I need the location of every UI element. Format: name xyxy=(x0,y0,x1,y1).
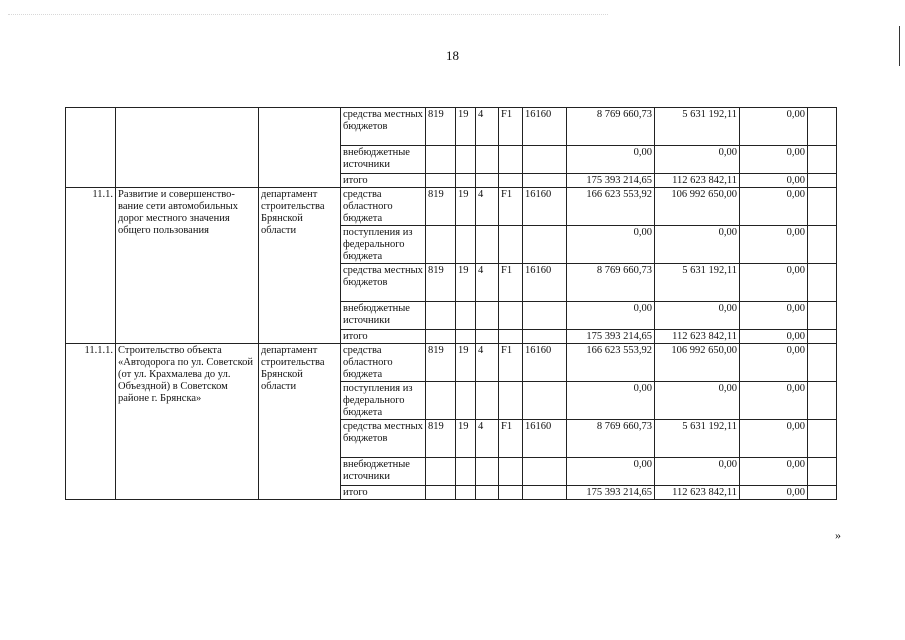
budget-code-cell xyxy=(456,382,476,420)
table-row xyxy=(66,108,837,146)
budget-code-cell: 16160 xyxy=(523,264,567,302)
amount-cell-2: 0,00 xyxy=(655,382,740,420)
funding-source-cell: итого xyxy=(341,174,426,188)
amount-cell-3: 0,00 xyxy=(740,302,808,330)
empty-trailing-cell xyxy=(808,382,837,420)
amount-cell-1: 0,00 xyxy=(567,226,655,264)
budget-code-cell: 19 xyxy=(456,108,476,146)
index-cell xyxy=(66,108,116,188)
budget-code-cell xyxy=(476,146,499,174)
budget-code-cell xyxy=(476,382,499,420)
budget-code-cell xyxy=(499,146,523,174)
budget-code-cell: F1 xyxy=(499,344,523,382)
amount-cell-3: 0,00 xyxy=(740,486,808,500)
budget-code-cell xyxy=(426,174,456,188)
budget-code-cell xyxy=(456,146,476,174)
budget-code-cell: 4 xyxy=(476,344,499,382)
amount-cell-1: 175 393 214,65 xyxy=(567,486,655,500)
empty-trailing-cell xyxy=(808,486,837,500)
amount-cell-2: 106 992 650,00 xyxy=(655,188,740,226)
amount-cell-3: 0,00 xyxy=(740,330,808,344)
amount-cell-2: 106 992 650,00 xyxy=(655,344,740,382)
budget-code-cell xyxy=(499,226,523,264)
budget-code-cell xyxy=(456,302,476,330)
executor-cell xyxy=(259,108,341,188)
amount-cell-3: 0,00 xyxy=(740,382,808,420)
budget-code-cell: F1 xyxy=(499,108,523,146)
budget-code-cell xyxy=(476,330,499,344)
funding-source-cell: внебюджетные источники xyxy=(341,458,426,486)
budget-code-cell xyxy=(523,382,567,420)
amount-cell-3: 0,00 xyxy=(740,108,808,146)
budget-code-cell: 4 xyxy=(476,108,499,146)
amount-cell-1: 0,00 xyxy=(567,146,655,174)
item-index-cell: 11.1. xyxy=(66,188,116,344)
amount-cell-1: 0,00 xyxy=(567,458,655,486)
amount-cell-3: 0,00 xyxy=(740,264,808,302)
empty-trailing-cell xyxy=(808,108,837,146)
budget-code-cell xyxy=(426,146,456,174)
executor-cell: департамент строительства Брянской области xyxy=(259,344,341,500)
budget-code-cell xyxy=(523,226,567,264)
funding-source-cell: поступления из федерального бюджета xyxy=(341,382,426,420)
budget-code-cell xyxy=(499,174,523,188)
budget-code-cell xyxy=(426,382,456,420)
amount-cell-1: 175 393 214,65 xyxy=(567,330,655,344)
budget-code-cell xyxy=(499,382,523,420)
funding-source-cell: средства областного бюджета xyxy=(341,188,426,226)
budget-code-cell: 19 xyxy=(456,344,476,382)
budget-code-cell xyxy=(499,486,523,500)
empty-trailing-cell xyxy=(808,302,837,330)
budget-code-cell xyxy=(523,146,567,174)
funding-source-cell: поступления из федерального бюджета xyxy=(341,226,426,264)
funding-source-cell: внебюджетные источники xyxy=(341,302,426,330)
empty-trailing-cell xyxy=(808,146,837,174)
budget-code-cell xyxy=(426,458,456,486)
budget-code-cell: 16160 xyxy=(523,108,567,146)
empty-trailing-cell xyxy=(808,188,837,226)
funding-source-cell: итого xyxy=(341,486,426,500)
scan-artifact-line xyxy=(8,14,608,19)
item-title-cell: Строительство объекта «Автодорога по ул. Советской (от ул. Крахмалева до ул. Объездной) в Советском районе г. Брянска» xyxy=(116,344,259,500)
budget-code-cell xyxy=(476,226,499,264)
budget-code-cell xyxy=(523,330,567,344)
budget-code-cell xyxy=(456,226,476,264)
budget-code-cell: 4 xyxy=(476,264,499,302)
funding-source-cell: средства местных бюджетов xyxy=(341,420,426,458)
amount-cell-3: 0,00 xyxy=(740,174,808,188)
table-row xyxy=(66,188,837,226)
amount-cell-1: 166 623 553,92 xyxy=(567,188,655,226)
amount-cell-3: 0,00 xyxy=(740,226,808,264)
budget-code-cell xyxy=(426,486,456,500)
executor-cell: департамент строительства Брянской области xyxy=(259,188,341,344)
amount-cell-3: 0,00 xyxy=(740,420,808,458)
budget-code-cell: 819 xyxy=(426,344,456,382)
budget-code-cell xyxy=(499,330,523,344)
title-cell xyxy=(116,108,259,188)
empty-trailing-cell xyxy=(808,344,837,382)
budget-code-cell xyxy=(456,330,476,344)
amount-cell-3: 0,00 xyxy=(740,188,808,226)
funding-source-cell: средства местных бюджетов xyxy=(341,264,426,302)
budget-code-cell: 819 xyxy=(426,188,456,226)
budget-table-body xyxy=(66,108,837,500)
budget-code-cell: 16160 xyxy=(523,420,567,458)
budget-code-cell xyxy=(426,226,456,264)
budget-code-cell: F1 xyxy=(499,188,523,226)
amount-cell-2: 5 631 192,11 xyxy=(655,108,740,146)
amount-cell-2: 112 623 842,11 xyxy=(655,174,740,188)
budget-code-cell xyxy=(523,174,567,188)
budget-code-cell: F1 xyxy=(499,420,523,458)
budget-code-cell xyxy=(523,458,567,486)
item-title-cell: Развитие и совершенство-вание сети автомобильных дорог местного значения общего пользования xyxy=(116,188,259,344)
amount-cell-2: 5 631 192,11 xyxy=(655,264,740,302)
funding-source-cell: итого xyxy=(341,330,426,344)
budget-code-cell xyxy=(456,486,476,500)
empty-trailing-cell xyxy=(808,458,837,486)
budget-code-cell: 819 xyxy=(426,108,456,146)
budget-code-cell xyxy=(476,458,499,486)
budget-code-cell xyxy=(476,486,499,500)
amount-cell-1: 175 393 214,65 xyxy=(567,174,655,188)
budget-code-cell xyxy=(476,174,499,188)
budget-code-cell xyxy=(456,458,476,486)
amount-cell-1: 8 769 660,73 xyxy=(567,108,655,146)
budget-code-cell: 4 xyxy=(476,188,499,226)
amount-cell-1: 166 623 553,92 xyxy=(567,344,655,382)
budget-code-cell: 16160 xyxy=(523,188,567,226)
budget-code-cell: 819 xyxy=(426,420,456,458)
budget-code-cell xyxy=(426,330,456,344)
closing-quote-mark: » xyxy=(835,528,841,542)
amount-cell-1: 0,00 xyxy=(567,382,655,420)
amount-cell-3: 0,00 xyxy=(740,146,808,174)
amount-cell-1: 0,00 xyxy=(567,302,655,330)
empty-trailing-cell xyxy=(808,420,837,458)
budget-code-cell xyxy=(456,174,476,188)
funding-source-cell: внебюджетные источники xyxy=(341,146,426,174)
budget-table xyxy=(65,107,837,500)
amount-cell-2: 0,00 xyxy=(655,226,740,264)
empty-trailing-cell xyxy=(808,330,837,344)
amount-cell-3: 0,00 xyxy=(740,344,808,382)
budget-code-cell xyxy=(499,458,523,486)
budget-code-cell: 4 xyxy=(476,420,499,458)
budget-code-cell: 819 xyxy=(426,264,456,302)
budget-code-cell: 19 xyxy=(456,264,476,302)
empty-trailing-cell xyxy=(808,264,837,302)
budget-code-cell xyxy=(499,302,523,330)
empty-trailing-cell xyxy=(808,174,837,188)
budget-code-cell xyxy=(523,302,567,330)
table-row xyxy=(66,344,837,382)
amount-cell-2: 112 623 842,11 xyxy=(655,330,740,344)
page-number: 18 xyxy=(446,48,459,63)
amount-cell-1: 8 769 660,73 xyxy=(567,420,655,458)
funding-source-cell: средства областного бюджета xyxy=(341,344,426,382)
item-index-cell: 11.1.1. xyxy=(66,344,116,500)
amount-cell-2: 0,00 xyxy=(655,302,740,330)
amount-cell-2: 0,00 xyxy=(655,458,740,486)
amount-cell-2: 0,00 xyxy=(655,146,740,174)
budget-code-cell: 19 xyxy=(456,420,476,458)
budget-code-cell xyxy=(426,302,456,330)
amount-cell-3: 0,00 xyxy=(740,458,808,486)
budget-code-cell: F1 xyxy=(499,264,523,302)
budget-code-cell: 16160 xyxy=(523,344,567,382)
amount-cell-1: 8 769 660,73 xyxy=(567,264,655,302)
amount-cell-2: 5 631 192,11 xyxy=(655,420,740,458)
budget-code-cell: 19 xyxy=(456,188,476,226)
budget-code-cell xyxy=(476,302,499,330)
empty-trailing-cell xyxy=(808,226,837,264)
amount-cell-2: 112 623 842,11 xyxy=(655,486,740,500)
funding-source-cell: средства местных бюджетов xyxy=(341,108,426,146)
budget-code-cell xyxy=(523,486,567,500)
